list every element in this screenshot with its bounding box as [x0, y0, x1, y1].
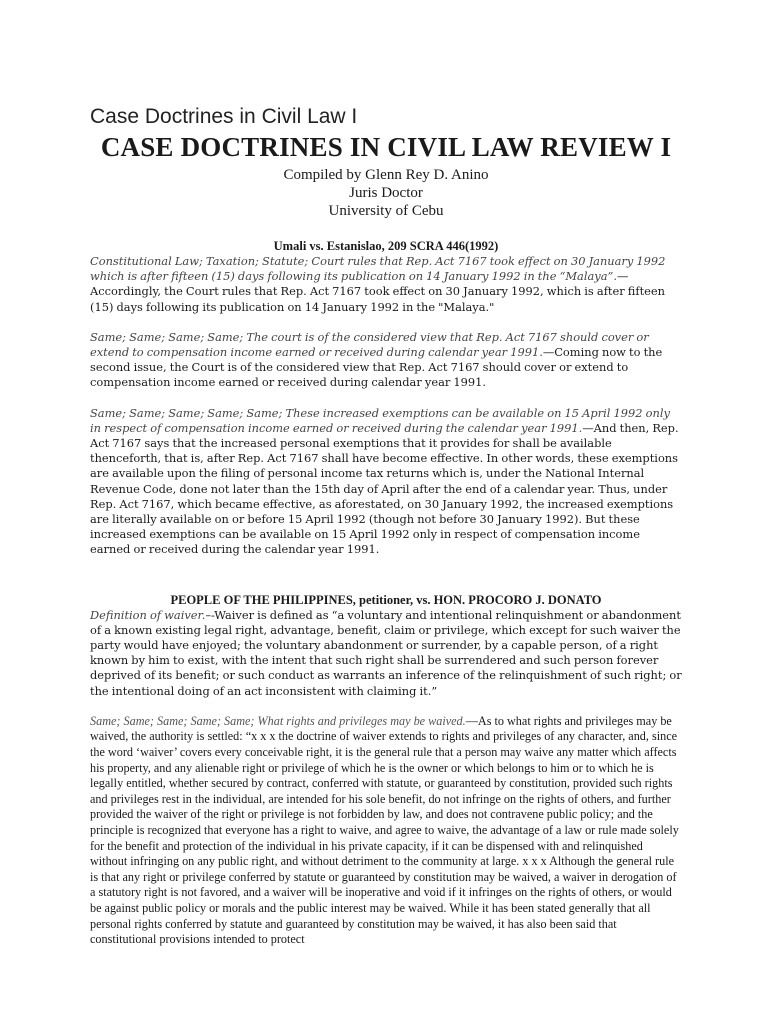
- doctrine-syllabus: Same; Same; Same; Same; Same; These increased exemptions can be available on 15 April 1992 only in respect of compensation income earned or received during the calendar year 1991.: [90, 405, 670, 435]
- doctrine-body: —Accordingly, the Court rules that Rep. Act 7167 took effect on 30 January 1992, which is after fifteen (15) days following its publication on 14 January 1992 in the "Malaya.": [90, 269, 666, 314]
- doctrine-syllabus: Same; Same; Same; Same; The court is of the considered view that Rep. Act 7167 should cover or extend to compensation income earned or received during calendar year 1991.: [90, 329, 649, 360]
- document-header: Case Doctrines in Civil Law I: [90, 105, 358, 128]
- compiler-line: Compiled by Glenn Rey D. Anino: [283, 167, 489, 183]
- doctrine-paragraph: [90, 608, 682, 699]
- school-line: University of Cebu: [328, 203, 444, 219]
- doctrine-body: —And then, Rep. Act 7167 says that the increased personal exemptions that it provides for shall be available thenceforth, that is, after Rep. Act 7167 shall have become effective. In other words, these exemptions are available upon the filing of personal income tax returns which is, under the National Internal Revenue Code, done not later than the 15th day of April after the end of a calendar year. Thus, under Rep. Act 7167, which became effective, as aforestated, on 30 January 1992, the increased exemptions are literally available on or before 15 April 1992 (though not before 30 January 1992). But these increased exemptions can be available on 15 April 1992 only in respect of compensation income earned or received during the calendar year 1991.: [90, 420, 679, 557]
- doctrine-syllabus: Definition of waiver.: [90, 607, 206, 622]
- doctrine-body: —As to what rights and privileges may be waived, the authority is settled: “x x x the doctrine of waiver extends to rights and privileges of any character, and, since the word ‘waiver’ covers every conceivable right, it is the general rule that a person may waive any matter which affects his property, and any alienable right or privilege of which he is the owner or which belongs to him or to which he is legally entitled, whether secured by contract, conferred with statute, or guaranteed by constitution, provided such rights and privileges rest in the individual, are intended for his sole benefit, do not infringe on the rights of others, and further provided the waiver of the right or privilege is not forbidden by law, and does not contravene public policy; and the principle is recognized that everyone has a right to waive, and agree to waive, the advantage of a law or rule made solely for the benefit and protection of the individual in his private capacity, if it can be dispensed with and relinquished without infringing on any public right, and without detriment to the community at large. x x x Although the general rule is that any right or privilege conferred by statute or guaranteed by constitution may be waived, a waiver in derogation of a statutory right is not favored, and a waiver will be inoperative and void if it infringes on the rights of others, or would be against public policy or morals and the public interest may be waived. While it has been stated generally that all personal rights conferred by statute and guaranteed by constitution may be waived, it has also been said that constitutional provisions intended to protect: [90, 713, 679, 947]
- case-title-donato: PEOPLE OF THE PHILIPPINES, petitioner, vs. HON. PROCORO J. DONATO: [170, 592, 602, 607]
- doctrine-body: –-Waiver is defined as “a voluntary and intentional relinquishment or abandonment of a known existing legal right, advantage, benefit, claim or privilege, which except for such waiver the party would have enjoyed; the voluntary abandonment or surrender, by a capable person, of a right known by him to exist, with the intent that such right shall be surrendered and such person forever deprived of its benefit; or such conduct as warrants an inference of the relinquishment of such right; or the intentional doing of an act inconsistent with claiming it.”: [90, 607, 682, 698]
- doctrine-syllabus: Same; Same; Same; Same; Same; What rights and privileges may be waived.: [90, 713, 466, 728]
- document-title: CASE DOCTRINES IN CIVIL LAW REVIEW I: [100, 132, 672, 162]
- degree-line: Juris Doctor: [349, 185, 423, 201]
- doctrine-body: —Coming now to the second issue, the Court is of the considered view that Rep. Act 7167 should cover or extend to compensation income earned or received during calendar year 1991.: [90, 345, 663, 390]
- doctrine-paragraph: [90, 714, 682, 948]
- doctrine-paragraph: [90, 406, 682, 558]
- doctrine-paragraph: [90, 330, 682, 391]
- doctrine-syllabus: Constitutional Law; Taxation; Statute; Court rules that Rep. Act 7167 took effect on 30 January 1992 which is after fifteen (15) days following its publication on 14 January 1992 in the “Malaya”.: [90, 254, 666, 284]
- doctrine-paragraph: [90, 254, 682, 315]
- case-title-umali: Umali vs. Estanislao, 209 SCRA 446(1992): [273, 239, 499, 253]
